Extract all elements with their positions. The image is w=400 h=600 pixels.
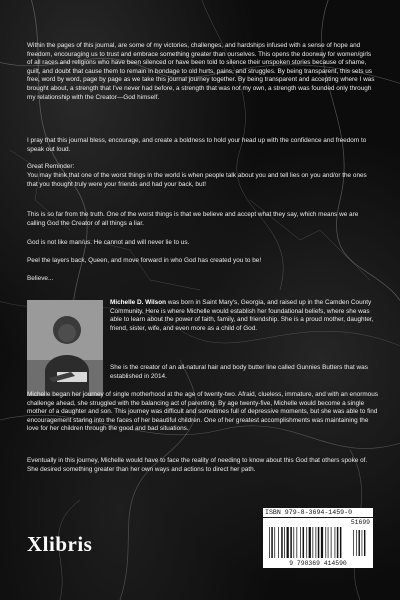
barcode-addon-bar — [353, 530, 354, 556]
barcode-bar — [337, 527, 339, 558]
author-bio-paragraph-4: Eventually in this journey, Michelle would have to face the reality of needing to know about this God that others spoke of. She desired something greater than her own ways and actions to direct her path. — [27, 457, 368, 473]
publisher-logo: Xlibris — [27, 532, 93, 556]
barcode-bar — [335, 527, 336, 558]
barcode-bar — [284, 527, 285, 558]
author-name: Michelle D. Wilson — [110, 299, 167, 306]
barcode-bar — [306, 527, 307, 558]
barcode-bar — [281, 527, 283, 558]
barcode-bar — [287, 527, 289, 558]
barcode-bar — [312, 527, 313, 558]
peel-paragraph: Peel the layers back, Queen, and move forward in who God has created you to be! — [27, 257, 262, 264]
barcode-bar — [331, 527, 332, 558]
barcode-bar — [340, 527, 342, 558]
author-bio-paragraph-3: Michelle began her journey of single motherhood at the age of twenty-two. Afraid, clueless, immature, and with an enormous challenge ahead, she struggled with the balancing act of parenting. By age twenty-five, Michelle would become a single mother of a daughter and son. This journey was difficult and sometimes full of depressive moments, but she was able to find encouragement staring into the faces of her beautiful children. One of her greatest accomplishments was maintaining the love for her children through the good and bad situations. — [27, 391, 378, 433]
barcode-bar — [325, 527, 326, 558]
author-bio-paragraph-1 — [110, 299, 378, 333]
barcode-bar — [316, 527, 317, 558]
author-bio-text: was born in Saint Mary's, Georgia, and raised up in the Camden County Community. Here is where Michelle would establish her foundational beliefs, where she was able to learn about the power of faith, family, and friendship. She is a proud mother, daughter, friend, sister, wife, and even more as a child of God. — [110, 299, 374, 332]
barcode — [263, 518, 373, 568]
author-photo — [27, 300, 103, 396]
reminder-paragraph: You may think that one of the worst things in the world is when people talk about you and tell lies on you and/or the ones that you thought truly were your friends and had your back, but! — [27, 172, 367, 188]
isbn-label: ISBN 979-8-3694-1459-0 — [263, 508, 373, 517]
intro-paragraph: Within the pages of this journal, are some of my victories, challenges, and hardships infused with a sense of hope and freedom, encouraging us to trust and embrace something greater than ourselves. This opens the doorway for women/girls of all races and religions who have been silenced or have been told to silence their unspoken stories because of shame, guilt, and doubt that cause them to remain in bondage to old hurts, pains, and struggles. By being transparent, this sets us free, word by word, page by page as we take this journal journey together. By being transparent and accepting where I was brought about, a strength that I've never had before, a strength that was not my own, a strength was founded only through my relationship with the Creator—God himself. — [27, 42, 375, 101]
author-bio-paragraph-2: She is the creator of an all-natural hair and body butter line called Gunnies Butters that was established in 2014. — [110, 364, 368, 380]
prayer-paragraph: I pray that this journal bless, encourage, and create a boldness to hold your head up with the confidence and freedom to speak out loud. — [27, 137, 367, 153]
barcode-bar — [290, 527, 292, 558]
price-code: 51699 — [350, 519, 370, 526]
reminder-heading: Great Reminder: — [27, 163, 75, 170]
barcode-bar — [303, 527, 305, 558]
barcode-bar — [309, 527, 311, 558]
barcode-bar — [296, 527, 297, 558]
god-paragraph: God is not like man/us. He cannot and will never lie to us. — [27, 239, 190, 246]
barcode-bar — [269, 527, 270, 558]
barcode-bar — [328, 527, 329, 558]
barcode-bar — [321, 527, 323, 558]
author-portrait-image — [27, 300, 103, 396]
barcode-bar — [293, 527, 294, 558]
barcode-bar — [278, 527, 279, 558]
barcode-bar — [318, 527, 320, 558]
barcode-addon-bar — [359, 530, 360, 556]
barcode-addon-bar — [356, 530, 357, 556]
barcode-addon-bar — [362, 530, 363, 556]
barcode-bar — [300, 527, 301, 558]
barcode-bar — [271, 527, 273, 558]
barcode-addon-bar — [364, 530, 365, 556]
barcode-bar — [274, 527, 275, 558]
believe-line: Believe... — [27, 275, 54, 282]
truth-paragraph: This is so far from the truth. One of the worst things is that we believe and accept what they say, which means we are calling God the Creator of all things a liar. — [27, 211, 359, 227]
barcode-number: 9 798369 414590 — [289, 560, 347, 567]
